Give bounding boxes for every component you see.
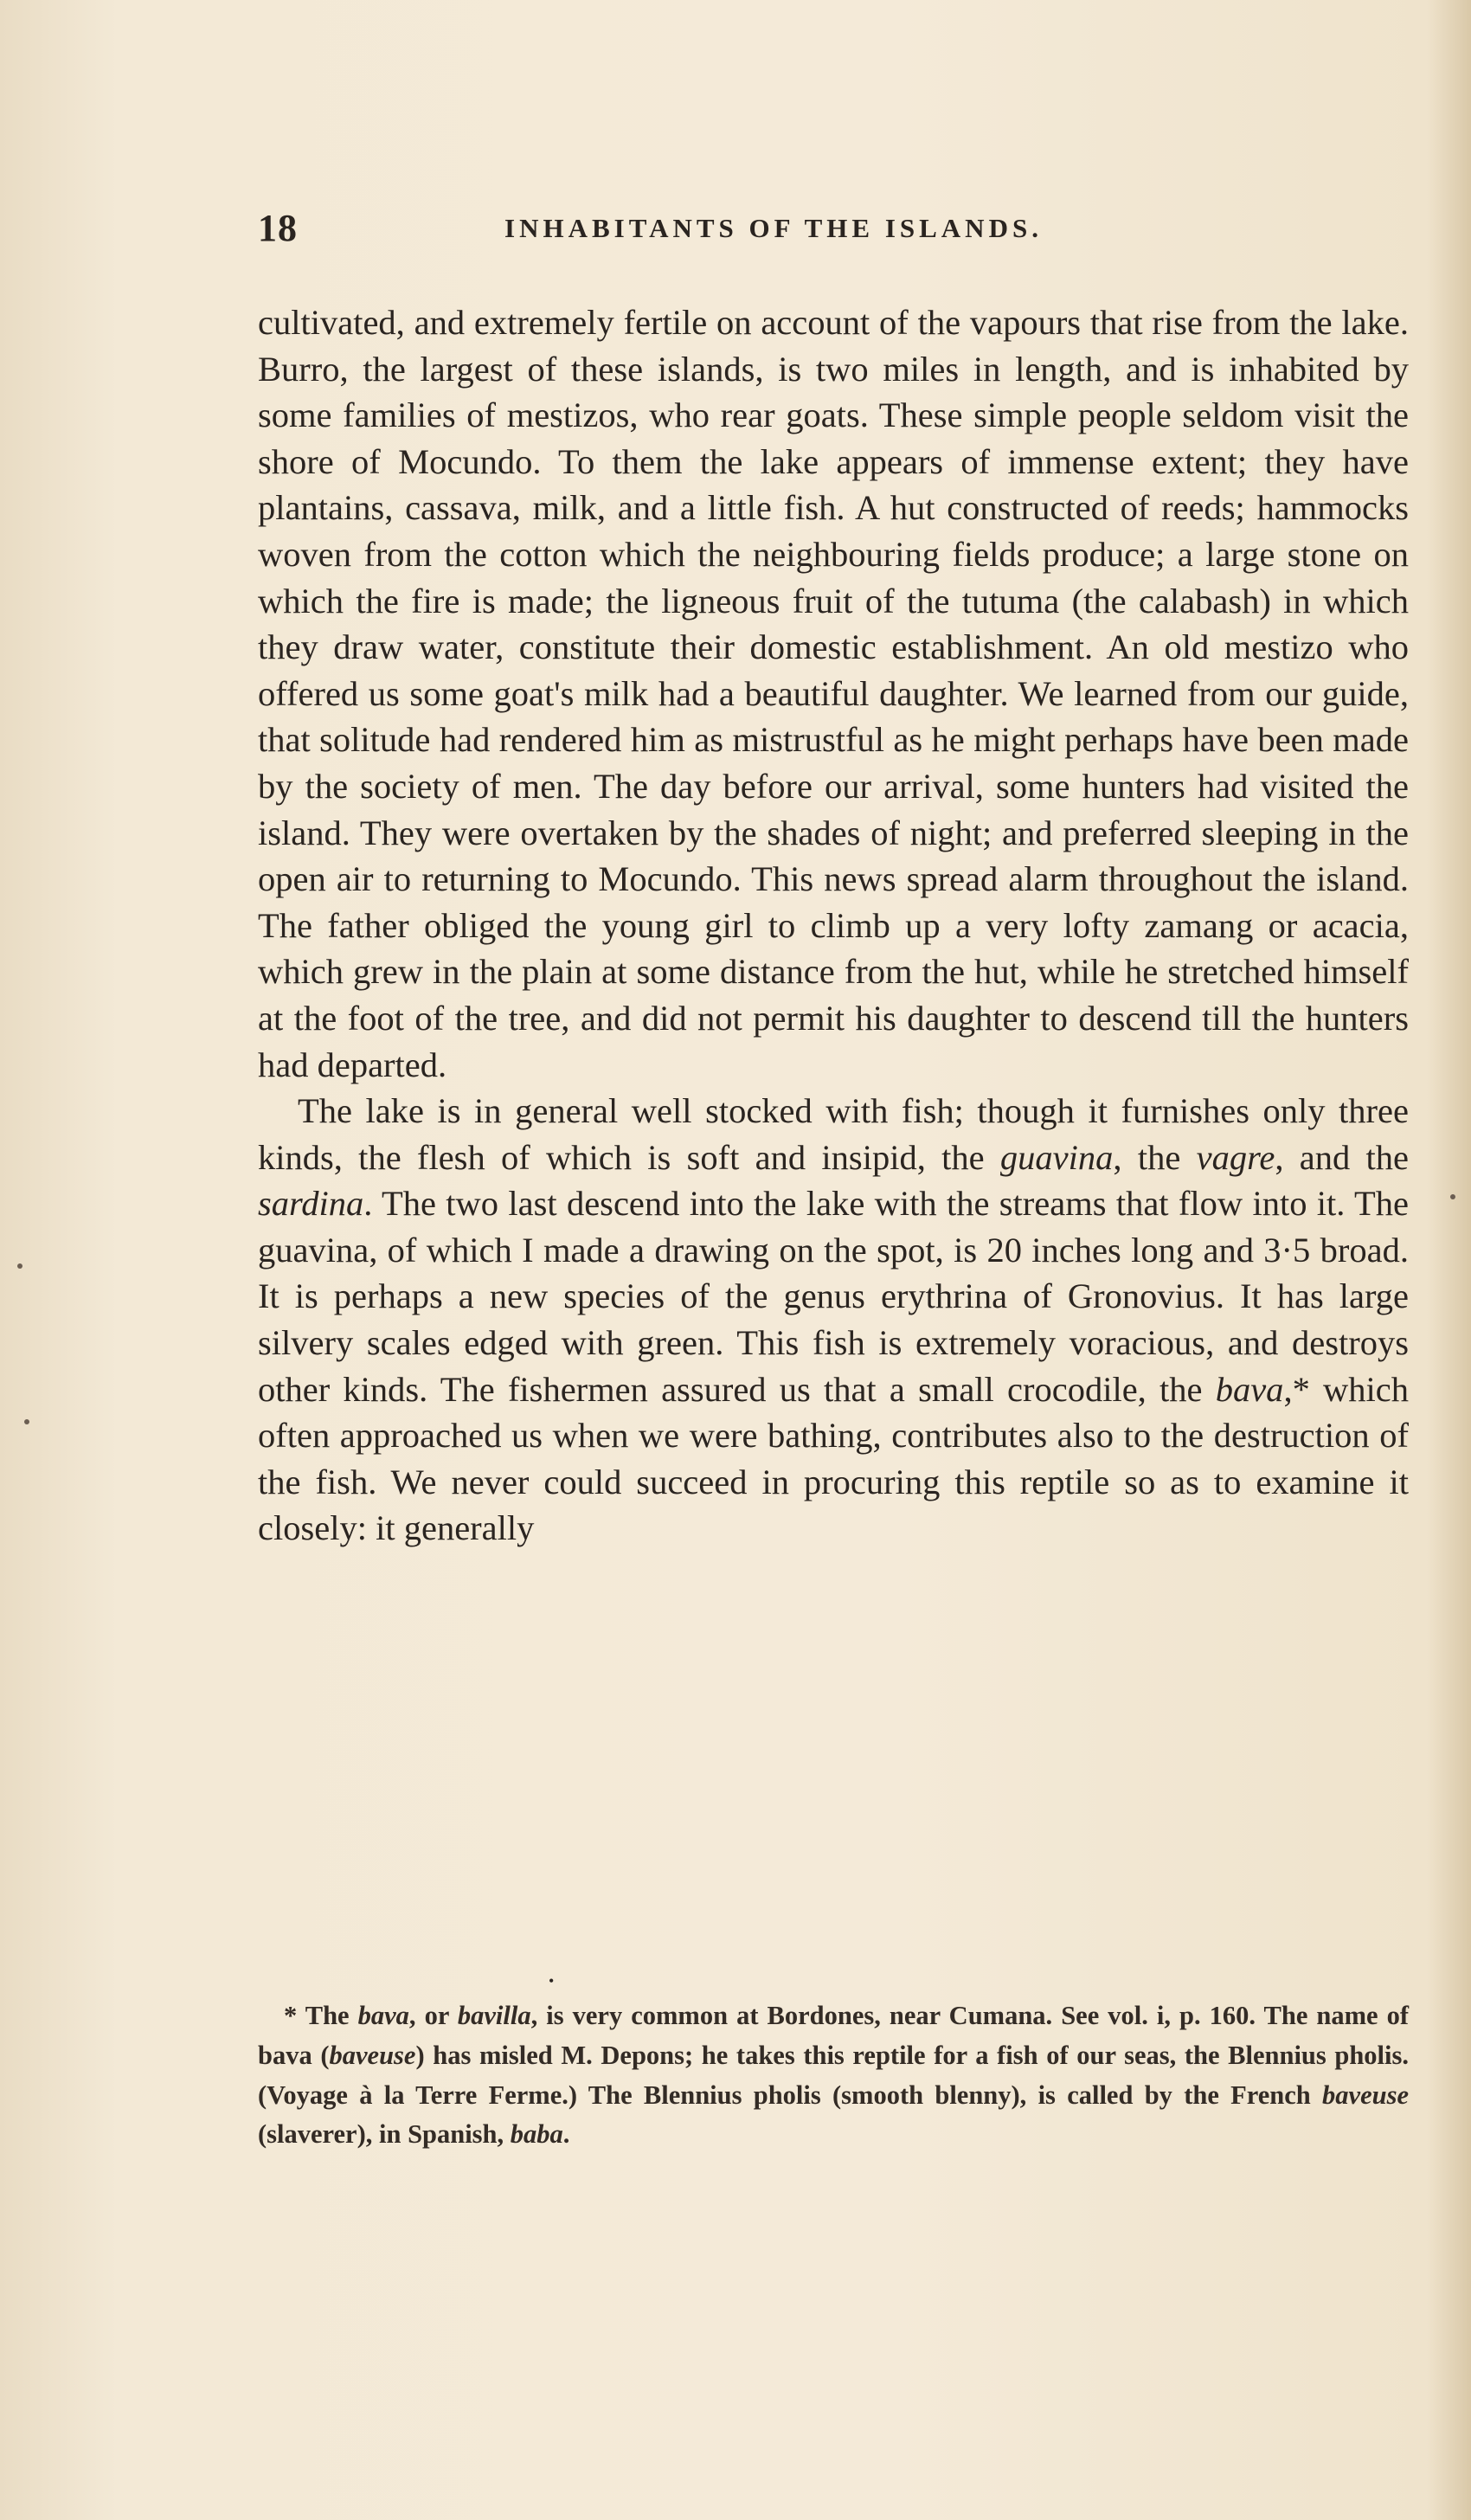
text-span: ,* which often approached us when we were bathing, contributes also to the destruction of the fish. We never could succeed in procuring this reptile so as to examine it closely: it generally <box>258 1369 1409 1548</box>
text-span: , is very common at Bordones, near Cumana. See vol. i, p. 160. The name of bava ( <box>258 2001 1409 2070</box>
paragraph-1 <box>258 299 1409 1088</box>
text-span: * The <box>284 2001 358 2030</box>
italic-term: baveuse <box>1322 2080 1409 2110</box>
italic-term: bavilla <box>457 2001 531 2030</box>
body-text <box>258 299 1409 1552</box>
paragraph-2 <box>258 1088 1409 1552</box>
text-span: (slaverer), in Spanish, <box>258 2119 511 2150</box>
text-span: . The two last descend into the lake with the streams that flow into it. The guavina, of which I made a drawing on the spot, is 20 inches long and 3·5 broad. It is perhaps a new species of the genus erythrina of Gronovius. It has large silvery scales edged with green. This fish is extremely voracious, and destroys other kinds. The fishermen assured us that a small crocodile, the <box>258 1184 1409 1409</box>
text-span: , the <box>1113 1137 1197 1177</box>
text-span: The lake is in general well stocked with fish; though it furnishes only three kinds, the flesh of which is soft and insipid, the <box>258 1091 1409 1177</box>
paper-speck <box>24 1419 29 1424</box>
text-span: , or <box>408 2001 458 2030</box>
text-span: . <box>562 2119 570 2150</box>
italic-term: bava <box>357 2001 409 2030</box>
page-number: 18 <box>258 207 298 249</box>
italic-term: bava <box>1215 1369 1284 1409</box>
italic-term: baba <box>510 2119 563 2150</box>
paper-speck <box>17 1263 22 1269</box>
text-span: cultivated, and extremely fertile on account of the vapours that rise from the lake. Burro, the largest of these islands, is two miles in length, and is inhabited by some families of mestizos, who rear goats. These simple people seldom visit the shore of Mocundo. To them the lake appears of immense extent; they have plantains, cassava, milk, and a little fish. A hut constructed of reeds; hammocks woven from the cotton which the neighbouring fields produce; a large stone on which the fire is made; the ligneous fruit of the tutuma (the calabash) in which they draw water, constitute their domestic establishment. An old mestizo who offered us some goat's milk had a beautiful daughter. We learned from our guide, that solitude had rendered him as mistrustful as he might perhaps have been made by the society of men. The day before our arrival, some hunters had visited the island. They were overtaken by the shades of night; and preferred sleeping in the open air to returning to Mocundo. This news spread alarm throughout the island. The father obliged the young girl to climb up a very lofty zamang or acacia, which grew in the plain at some distance from the hut, while he stretched himself at the foot of the tree, and did not permit his daughter to descend till the hunters had departed. <box>258 303 1409 1084</box>
italic-term: sardina <box>258 1184 364 1224</box>
text-span: , and the <box>1275 1137 1409 1177</box>
footnote <box>258 1996 1409 2155</box>
italic-term: guavina <box>999 1137 1114 1177</box>
footnote-separator-mark: • <box>549 1972 555 1990</box>
running-head: INHABITANTS OF THE ISLANDS. <box>504 213 1043 243</box>
italic-term: baveuse <box>329 2040 416 2070</box>
page-header <box>258 206 1409 258</box>
paper-speck <box>1450 1194 1455 1199</box>
italic-term: vagre <box>1196 1137 1275 1177</box>
text-span: ) has misled M. Depons; he takes this reptile for a fish of our seas, the Blennius pholis. (Voyage à la Terre Ferme.) The Blennius pholis (smooth blenny), is called by the French <box>258 2040 1410 2110</box>
